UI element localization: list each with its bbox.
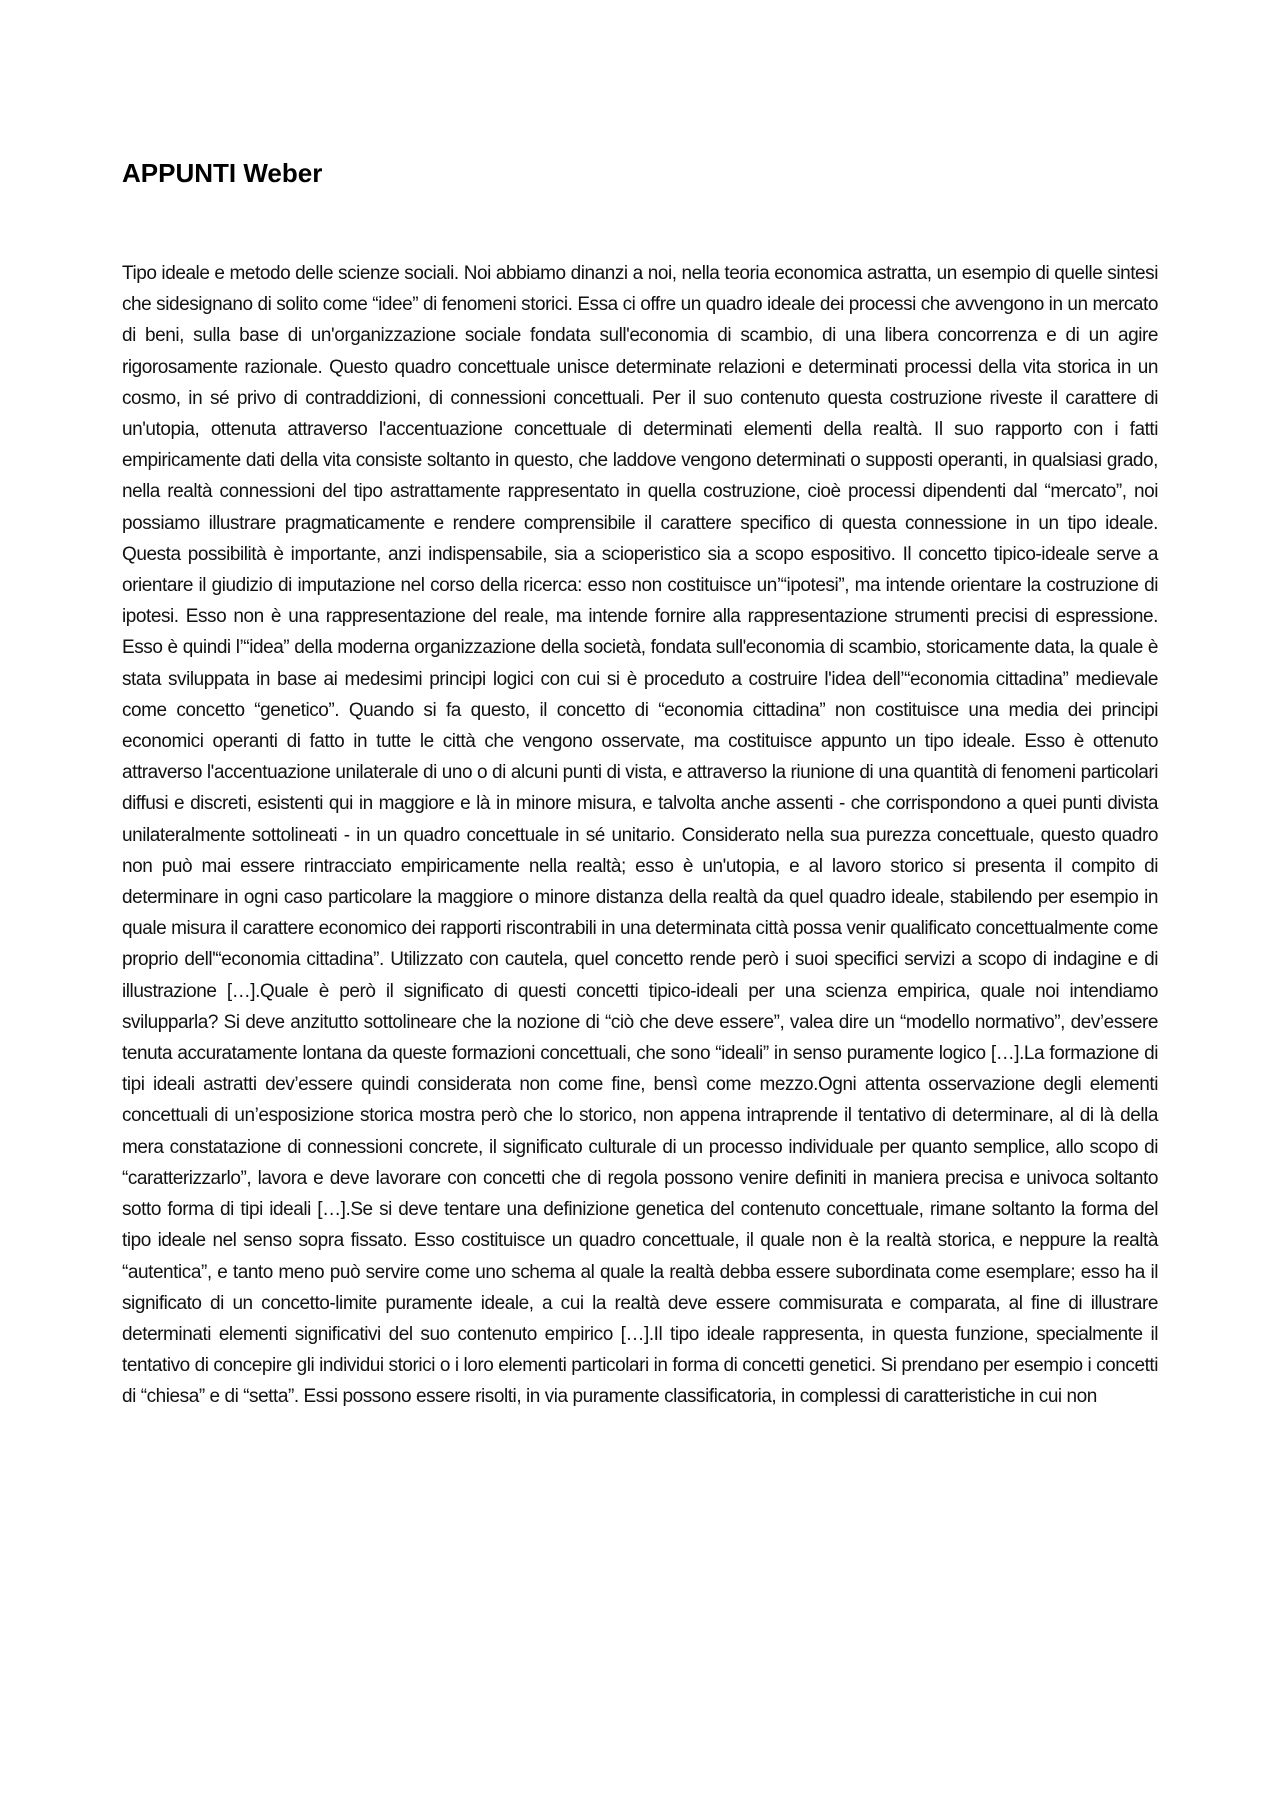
document-title: APPUNTI Weber [122,158,323,188]
document-body-paragraph: Tipo ideale e metodo delle scienze sociali. Noi abbiamo dinanzi a noi, nella teoria economica astratta, un esempio di quelle sintesi che sidesignano di solito come “idee” di fenomeni storici. Essa ci offre un quadro ideale dei processi che avvengono in un mercato di beni, sulla base di un'organizzazione sociale fondata sull'economia di scambio, di una libera concorrenza e di un agire rigorosamente razionale. Questo quadro concettuale unisce determinate relazioni e determinati processi della vita storica in un cosmo, in sé privo di contraddizioni, di connessioni concettuali. Per il suo contenuto questa costruzione riveste il carattere di un'utopia, ottenuta attraverso l'accentuazione concettuale di determinati elementi della realtà. Il suo rapporto con i fatti empiricamente dati della vita consiste soltanto in questo, che laddove vengono determinati o supposti operanti, in qualsiasi grado, nella realtà connessioni del tipo astrattamente rappresentato in quella costruzione, cioè processi dipendenti dal “mercato”, noi possiamo illustrare pragmaticamente e rendere comprensibile il carattere specifico di questa connessione in un tipo ideale. Questa possibilità è importante, anzi indispensabile, sia a scioperistico sia a scopo espositivo. Il concetto tipico-ideale serve a orientare il giudizio di imputazione nel corso della ricerca: esso non costituisce un’“ipotesi”, ma intende orientare la costruzione di ipotesi. Esso non è una rappresentazione del reale, ma intende fornire alla rappresentazione strumenti precisi di espressione. Esso è quindi l’“idea” della moderna organizzazione della società, fondata sull'economia di scambio, storicamente data, la quale è stata sviluppata in base ai medesimi principi logici con cui si è proceduto a costruire l'idea dell’“economia cittadina” medievale come concetto “genetico”. Quando si fa questo, il concetto di “economia cittadina” non costituisce una media dei principi economici operanti di fatto in tutte le città che vengono osservate, ma costituisce appunto un tipo ideale. Esso è ottenuto attraverso l'accentuazione unilaterale di uno o di alcuni punti di vista, e attraverso la riunione di una quantità di fenomeni particolari diffusi e discreti, esistenti qui in maggiore e là in minore misura, e talvolta anche assenti - che corrispondono a quei punti divista unilateralmente sottolineati - in un quadro concettuale in sé unitario. Considerato nella sua purezza concettuale, questo quadro non può mai essere rintracciato empiricamente nella realtà; esso è un'utopia, e al lavoro storico si presenta il compito di determinare in ogni caso particolare la maggiore o minore distanza della realtà da quel quadro ideale, stabilendo per esempio in quale misura il carattere economico dei rapporti riscontrabili in una determinata città possa venir qualificato concettualmente come proprio dell'“economia cittadina”. Utilizzato con cautela, quel concetto rende però i suoi specifici servizi a scopo di indagine e di illustrazione […].Quale è però il significato di questi concetti tipico-ideali per una scienza empirica, quale noi intendiamo svilupparla? Si deve anzitutto sottolineare che la nozione di “ciò che deve essere”, valea dire un “modello normativo”, dev’essere tenuta accuratamente lontana da queste formazioni concettuali, che sono “ideali” in senso puramente logico […].La formazione di tipi ideali astratti dev’essere quindi considerata non come fine, bensì come mezzo.Ogni attenta osservazione degli elementi concettuali di un’esposizione storica mostra però che lo storico, non appena intraprende il tentativo di determinare, al di là della mera constatazione di connessioni concrete, il significato culturale di un processo individuale per quanto semplice, allo scopo di “caratterizzarlo”, lavora e deve lavorare con concetti che di regola possono venire definiti in maniera precisa e univoca soltanto sotto forma di tipi ideali […].Se si deve tentare una definizione genetica del contenuto concettuale, rimane soltanto la forma del tipo ideale nel senso sopra fissato. Esso costituisce un quadro concettuale, il quale non è la realtà storica, e neppure la realtà “autentica”, e tanto meno può servire come uno schema al quale la realtà debba essere subordinata come esemplare; esso ha il significato di un concetto-limite puramente ideale, a cui la realtà deve essere commisurata e comparata, al fine di illustrare determinati elementi significativi del suo contenuto empirico […].Il tipo ideale rappresenta, in questa funzione, specialmente il tentativo di concepire gli individui storici o i loro elementi particolari in forma di concetti genetici. Si prendano per esempio i concetti di “chiesa” e di “setta”. Essi possono essere risolti, in via puramente classificatoria, in complessi di caratteristiche in cui non [122,263,1158,1408]
